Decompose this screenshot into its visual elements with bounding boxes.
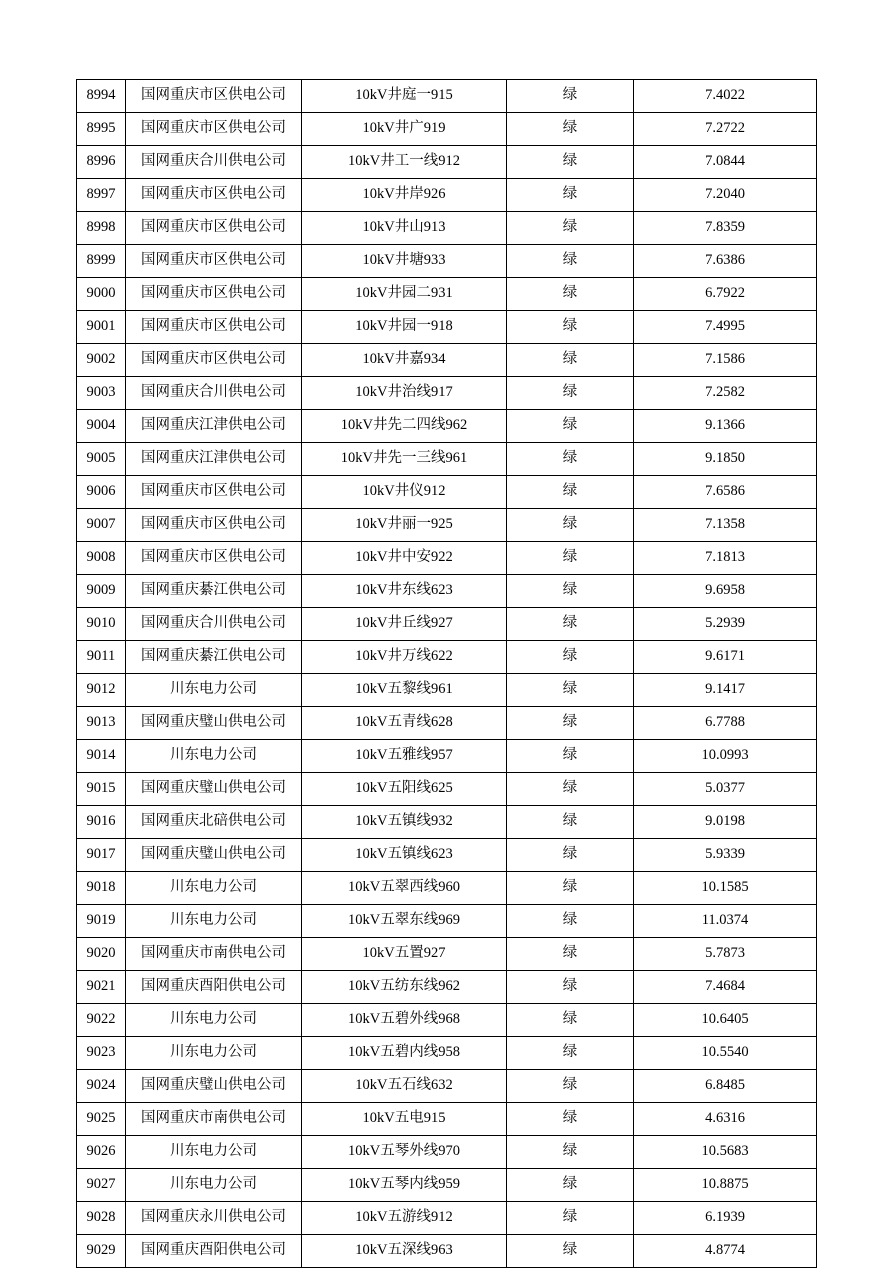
row-company: 川东电力公司 (126, 1004, 302, 1037)
row-line: 10kV五纺东线962 (302, 971, 507, 1004)
row-index: 9027 (77, 1169, 126, 1202)
row-company: 国网重庆綦江供电公司 (126, 641, 302, 674)
table-row (77, 674, 817, 707)
row-index: 8999 (77, 245, 126, 278)
row-status: 绿 (507, 1136, 634, 1169)
row-index: 9003 (77, 377, 126, 410)
row-line: 10kV五黎线961 (302, 674, 507, 707)
row-status: 绿 (507, 608, 634, 641)
table-row (77, 971, 817, 1004)
row-value: 5.0377 (634, 773, 817, 806)
row-status: 绿 (507, 476, 634, 509)
table-row (77, 410, 817, 443)
row-company: 国网重庆江津供电公司 (126, 410, 302, 443)
row-status: 绿 (507, 80, 634, 113)
table-row (77, 707, 817, 740)
row-line: 10kV五碧内线958 (302, 1037, 507, 1070)
row-line: 10kV井治线917 (302, 377, 507, 410)
power-line-table (76, 79, 817, 1268)
row-company: 川东电力公司 (126, 1169, 302, 1202)
table-row (77, 806, 817, 839)
row-status: 绿 (507, 212, 634, 245)
table-row (77, 509, 817, 542)
row-index: 8994 (77, 80, 126, 113)
table-body (77, 80, 817, 1268)
row-company: 国网重庆市南供电公司 (126, 1103, 302, 1136)
table-row (77, 113, 817, 146)
row-status: 绿 (507, 1235, 634, 1268)
row-index: 9015 (77, 773, 126, 806)
table-row (77, 1103, 817, 1136)
row-company: 川东电力公司 (126, 674, 302, 707)
row-line: 10kV井丘线927 (302, 608, 507, 641)
row-index: 9028 (77, 1202, 126, 1235)
row-value: 7.2722 (634, 113, 817, 146)
row-status: 绿 (507, 179, 634, 212)
table-row (77, 740, 817, 773)
row-index: 9013 (77, 707, 126, 740)
row-status: 绿 (507, 674, 634, 707)
row-status: 绿 (507, 1004, 634, 1037)
table-row (77, 245, 817, 278)
table-row (77, 344, 817, 377)
row-index: 9018 (77, 872, 126, 905)
row-value: 9.0198 (634, 806, 817, 839)
row-line: 10kV五翠西线960 (302, 872, 507, 905)
row-status: 绿 (507, 707, 634, 740)
row-company: 国网重庆綦江供电公司 (126, 575, 302, 608)
row-value: 11.0374 (634, 905, 817, 938)
row-line: 10kV井工一线912 (302, 146, 507, 179)
row-company: 国网重庆合川供电公司 (126, 377, 302, 410)
row-line: 10kV井万线622 (302, 641, 507, 674)
row-line: 10kV五游线912 (302, 1202, 507, 1235)
row-company: 国网重庆市区供电公司 (126, 113, 302, 146)
row-company: 国网重庆市区供电公司 (126, 80, 302, 113)
row-status: 绿 (507, 113, 634, 146)
table-row (77, 608, 817, 641)
row-index: 9001 (77, 311, 126, 344)
table-row (77, 377, 817, 410)
row-status: 绿 (507, 1070, 634, 1103)
row-index: 9024 (77, 1070, 126, 1103)
table-row (77, 476, 817, 509)
row-company: 川东电力公司 (126, 1037, 302, 1070)
row-line: 10kV井先二四线962 (302, 410, 507, 443)
row-value: 9.1417 (634, 674, 817, 707)
row-value: 10.5540 (634, 1037, 817, 1070)
row-company: 国网重庆市区供电公司 (126, 179, 302, 212)
row-line: 10kV五碧外线968 (302, 1004, 507, 1037)
table-row (77, 905, 817, 938)
row-value: 6.7922 (634, 278, 817, 311)
row-index: 9002 (77, 344, 126, 377)
row-value: 10.5683 (634, 1136, 817, 1169)
row-company: 国网重庆市区供电公司 (126, 245, 302, 278)
row-line: 10kV井山913 (302, 212, 507, 245)
table-row (77, 1169, 817, 1202)
row-line: 10kV井园二931 (302, 278, 507, 311)
row-company: 国网重庆江津供电公司 (126, 443, 302, 476)
row-line: 10kV井园一918 (302, 311, 507, 344)
row-company: 国网重庆酉阳供电公司 (126, 1235, 302, 1268)
row-index: 9022 (77, 1004, 126, 1037)
row-value: 9.6958 (634, 575, 817, 608)
row-company: 国网重庆市区供电公司 (126, 344, 302, 377)
row-line: 10kV五琴外线970 (302, 1136, 507, 1169)
row-value: 7.1813 (634, 542, 817, 575)
row-company: 国网重庆市区供电公司 (126, 476, 302, 509)
row-index: 9009 (77, 575, 126, 608)
row-line: 10kV井丽一925 (302, 509, 507, 542)
row-status: 绿 (507, 839, 634, 872)
row-status: 绿 (507, 410, 634, 443)
row-value: 7.4995 (634, 311, 817, 344)
row-index: 9004 (77, 410, 126, 443)
table-row (77, 542, 817, 575)
row-value: 7.4684 (634, 971, 817, 1004)
row-line: 10kV井先一三线961 (302, 443, 507, 476)
row-value: 9.6171 (634, 641, 817, 674)
row-company: 川东电力公司 (126, 872, 302, 905)
row-line: 10kV五镇线932 (302, 806, 507, 839)
row-company: 国网重庆璧山供电公司 (126, 1070, 302, 1103)
row-status: 绿 (507, 971, 634, 1004)
row-status: 绿 (507, 245, 634, 278)
row-value: 7.1586 (634, 344, 817, 377)
row-line: 10kV五雅线957 (302, 740, 507, 773)
table-row (77, 641, 817, 674)
table-row (77, 839, 817, 872)
table-row (77, 278, 817, 311)
row-status: 绿 (507, 443, 634, 476)
row-index: 8995 (77, 113, 126, 146)
row-line: 10kV井东线623 (302, 575, 507, 608)
table-row (77, 1202, 817, 1235)
table-row (77, 773, 817, 806)
row-value: 10.6405 (634, 1004, 817, 1037)
row-status: 绿 (507, 311, 634, 344)
row-index: 9012 (77, 674, 126, 707)
row-value: 10.1585 (634, 872, 817, 905)
row-status: 绿 (507, 344, 634, 377)
row-index: 9007 (77, 509, 126, 542)
row-index: 8998 (77, 212, 126, 245)
row-line: 10kV井广919 (302, 113, 507, 146)
row-value: 5.7873 (634, 938, 817, 971)
row-value: 6.8485 (634, 1070, 817, 1103)
data-table-container (76, 79, 816, 1268)
row-index: 8997 (77, 179, 126, 212)
row-line: 10kV井庭一915 (302, 80, 507, 113)
row-status: 绿 (507, 509, 634, 542)
row-status: 绿 (507, 905, 634, 938)
table-row (77, 443, 817, 476)
row-company: 川东电力公司 (126, 740, 302, 773)
row-company: 国网重庆市区供电公司 (126, 278, 302, 311)
table-row (77, 1136, 817, 1169)
row-line: 10kV五镇线623 (302, 839, 507, 872)
row-status: 绿 (507, 377, 634, 410)
row-company: 国网重庆酉阳供电公司 (126, 971, 302, 1004)
row-company: 国网重庆市区供电公司 (126, 509, 302, 542)
row-company: 国网重庆市南供电公司 (126, 938, 302, 971)
row-status: 绿 (507, 1202, 634, 1235)
row-line: 10kV五电915 (302, 1103, 507, 1136)
row-value: 9.1850 (634, 443, 817, 476)
row-value: 7.1358 (634, 509, 817, 542)
row-value: 4.6316 (634, 1103, 817, 1136)
row-index: 9017 (77, 839, 126, 872)
row-line: 10kV五置927 (302, 938, 507, 971)
row-index: 9006 (77, 476, 126, 509)
table-row (77, 1037, 817, 1070)
row-company: 国网重庆市区供电公司 (126, 542, 302, 575)
table-row (77, 1070, 817, 1103)
row-value: 7.2582 (634, 377, 817, 410)
row-company: 国网重庆永川供电公司 (126, 1202, 302, 1235)
row-index: 9011 (77, 641, 126, 674)
row-index: 9014 (77, 740, 126, 773)
row-line: 10kV五阳线625 (302, 773, 507, 806)
row-index: 9023 (77, 1037, 126, 1070)
row-index: 9019 (77, 905, 126, 938)
row-value: 7.0844 (634, 146, 817, 179)
table-row (77, 938, 817, 971)
row-index: 9000 (77, 278, 126, 311)
row-line: 10kV井塘933 (302, 245, 507, 278)
row-company: 川东电力公司 (126, 905, 302, 938)
row-line: 10kV五翠东线969 (302, 905, 507, 938)
row-index: 9016 (77, 806, 126, 839)
row-company: 国网重庆北碚供电公司 (126, 806, 302, 839)
row-company: 川东电力公司 (126, 1136, 302, 1169)
row-company: 国网重庆合川供电公司 (126, 608, 302, 641)
row-company: 国网重庆璧山供电公司 (126, 773, 302, 806)
row-status: 绿 (507, 773, 634, 806)
table-row (77, 1004, 817, 1037)
row-status: 绿 (507, 542, 634, 575)
table-row (77, 872, 817, 905)
row-status: 绿 (507, 1103, 634, 1136)
row-company: 国网重庆合川供电公司 (126, 146, 302, 179)
table-row (77, 80, 817, 113)
row-value: 7.6386 (634, 245, 817, 278)
row-status: 绿 (507, 1037, 634, 1070)
row-status: 绿 (507, 146, 634, 179)
row-status: 绿 (507, 740, 634, 773)
table-row (77, 1235, 817, 1268)
table-row (77, 212, 817, 245)
row-index: 9025 (77, 1103, 126, 1136)
row-status: 绿 (507, 575, 634, 608)
row-value: 6.7788 (634, 707, 817, 740)
row-value: 7.4022 (634, 80, 817, 113)
row-line: 10kV五石线632 (302, 1070, 507, 1103)
row-value: 9.1366 (634, 410, 817, 443)
row-value: 7.2040 (634, 179, 817, 212)
row-index: 9010 (77, 608, 126, 641)
row-status: 绿 (507, 938, 634, 971)
row-value: 10.8875 (634, 1169, 817, 1202)
row-line: 10kV井岸926 (302, 179, 507, 212)
row-line: 10kV井中安922 (302, 542, 507, 575)
row-status: 绿 (507, 806, 634, 839)
row-status: 绿 (507, 1169, 634, 1202)
row-index: 9008 (77, 542, 126, 575)
table-row (77, 575, 817, 608)
row-index: 9021 (77, 971, 126, 1004)
row-index: 9026 (77, 1136, 126, 1169)
row-index: 8996 (77, 146, 126, 179)
row-line: 10kV井嘉934 (302, 344, 507, 377)
row-index: 9005 (77, 443, 126, 476)
row-status: 绿 (507, 278, 634, 311)
row-company: 国网重庆市区供电公司 (126, 311, 302, 344)
row-line: 10kV五琴内线959 (302, 1169, 507, 1202)
row-line: 10kV五深线963 (302, 1235, 507, 1268)
row-value: 5.2939 (634, 608, 817, 641)
row-value: 5.9339 (634, 839, 817, 872)
row-value: 7.6586 (634, 476, 817, 509)
table-row (77, 179, 817, 212)
row-company: 国网重庆市区供电公司 (126, 212, 302, 245)
row-value: 7.8359 (634, 212, 817, 245)
row-value: 4.8774 (634, 1235, 817, 1268)
row-index: 9020 (77, 938, 126, 971)
row-value: 10.0993 (634, 740, 817, 773)
row-line: 10kV井仪912 (302, 476, 507, 509)
row-value: 6.1939 (634, 1202, 817, 1235)
table-row (77, 311, 817, 344)
row-index: 9029 (77, 1235, 126, 1268)
row-line: 10kV五青线628 (302, 707, 507, 740)
row-status: 绿 (507, 872, 634, 905)
table-row (77, 146, 817, 179)
row-company: 国网重庆璧山供电公司 (126, 839, 302, 872)
row-status: 绿 (507, 641, 634, 674)
row-company: 国网重庆璧山供电公司 (126, 707, 302, 740)
